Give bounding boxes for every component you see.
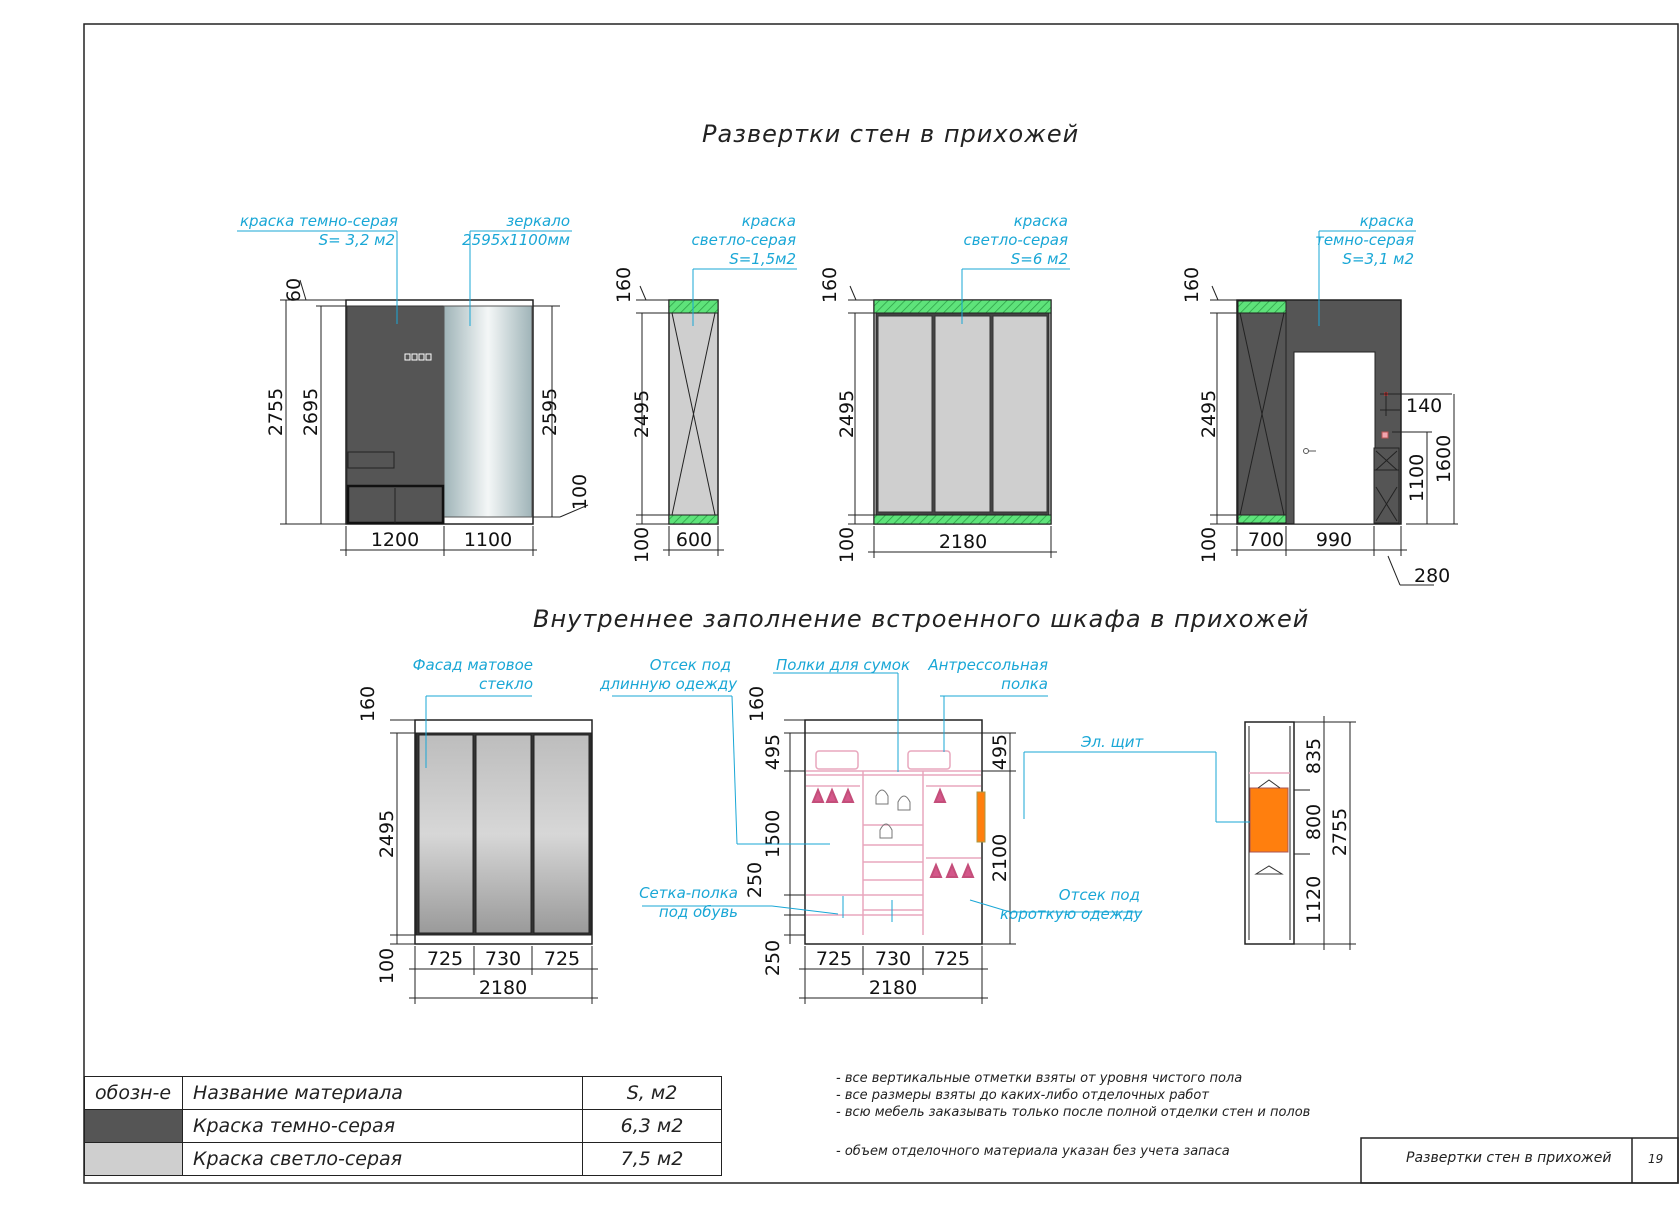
panel-front-box xyxy=(1250,788,1288,852)
dim-i-total: 2180 xyxy=(868,977,918,999)
dim-i-1500: 1500 xyxy=(762,809,784,859)
dim-i-495a: 495 xyxy=(762,733,784,771)
dim-w4-width-a: 700 xyxy=(1247,529,1285,551)
table-header-row xyxy=(85,1077,722,1110)
dim-w1-inner: 2695 xyxy=(300,387,322,437)
material-swatch xyxy=(85,1110,183,1143)
dim-i-2100: 2100 xyxy=(989,833,1011,883)
wardrobe-title: Внутреннее заполнение встроенного шкафа в прихожей xyxy=(533,605,1310,633)
electric-panel-box xyxy=(977,792,985,842)
dim-f-base: 100 xyxy=(376,947,398,985)
annotation-short-clothes: Отсек под короткую одежду xyxy=(1000,886,1143,923)
dim-i-w2: 730 xyxy=(874,948,912,970)
sheet-frame xyxy=(84,24,1678,1183)
dim-w4-side: 280 xyxy=(1414,565,1451,587)
dim-w4-top: 160 xyxy=(1181,266,1203,304)
dim-w3-height: 2495 xyxy=(836,389,858,439)
material-name: Краска светло-серая xyxy=(183,1143,583,1176)
note-1: - все вертикальные отметки взяты от уровня чистого пола xyxy=(836,1071,1243,1086)
dim-s-2755: 2755 xyxy=(1329,807,1351,857)
sheet-number: 19 xyxy=(1648,1152,1664,1166)
dim-w4-height: 2495 xyxy=(1198,389,1220,439)
dim-w2-height: 2495 xyxy=(631,389,653,439)
table-row xyxy=(85,1110,722,1143)
dim-w1-top: 60 xyxy=(283,277,305,303)
note-4: - объем отделочного материала указан без учета запаса xyxy=(836,1144,1230,1159)
dim-w4-base: 100 xyxy=(1198,526,1220,564)
dim-i-495b: 495 xyxy=(989,733,1011,771)
dim-w4-140: 140 xyxy=(1406,395,1443,417)
dim-w3-top: 160 xyxy=(819,266,841,304)
dim-s-835: 835 xyxy=(1303,737,1325,775)
dim-w4-width-b: 990 xyxy=(1315,529,1353,551)
note-2: - все размеры взяты до каких-либо отделочных работ xyxy=(836,1088,1209,1103)
materials-table xyxy=(84,1076,722,1176)
annotation-wall1-mirror: зеркало 2595х1100мм xyxy=(462,212,570,249)
annotation-bag-shelves: Полки для сумок xyxy=(776,656,911,674)
dim-w2-base: 100 xyxy=(631,526,653,564)
dim-w1-overall: 2755 xyxy=(265,387,287,437)
dim-f-total: 2180 xyxy=(478,977,528,999)
dim-w1-base: 100 xyxy=(569,473,591,511)
dim-w1-width-a: 1200 xyxy=(370,529,420,551)
header-area: S, м2 xyxy=(583,1077,722,1110)
walls-title: Развертки стен в прихожей xyxy=(702,120,1080,148)
header-code: обозн-е xyxy=(85,1077,183,1110)
annotation-wall4-paint: краска темно-серая S=3,1 м2 xyxy=(1315,212,1414,268)
note-3: - всю мебель заказывать только после полной отделки стен и полов xyxy=(836,1105,1311,1120)
dim-w1-mirror: 2595 xyxy=(539,387,561,437)
table-row xyxy=(85,1143,722,1176)
dim-w4-1600: 1600 xyxy=(1433,434,1455,484)
dim-i-250b: 250 xyxy=(762,939,784,977)
annotation-wall3-paint: краска светло-серая S=6 м2 xyxy=(963,212,1068,268)
dim-f-w2: 730 xyxy=(484,948,522,970)
dim-w4-1100: 1100 xyxy=(1406,453,1428,503)
outlet-pink-icon xyxy=(1382,432,1388,438)
dim-f-w1: 725 xyxy=(426,948,464,970)
dim-i-250a: 250 xyxy=(744,861,766,899)
dim-w1-width-b: 1100 xyxy=(463,529,513,551)
annotation-shoe-mesh: Сетка-полка под обувь xyxy=(639,884,738,921)
annotation-wall1-paint: краска темно-серая S= 3,2 м2 xyxy=(240,212,398,249)
dim-i-w1: 725 xyxy=(815,948,853,970)
annotation-el-panel: Эл. щит xyxy=(1081,733,1144,751)
header-name: Название материала xyxy=(183,1077,583,1110)
material-swatch xyxy=(85,1143,183,1176)
material-area: 6,3 м2 xyxy=(583,1110,722,1143)
dim-w3-width: 2180 xyxy=(938,531,988,553)
dim-w3-base: 100 xyxy=(836,526,858,564)
dim-f-w3: 725 xyxy=(543,948,581,970)
stamp-title: Развертки стен в прихожей xyxy=(1406,1150,1612,1166)
material-area: 7,5 м2 xyxy=(583,1143,722,1176)
dim-s-1120: 1120 xyxy=(1303,875,1325,925)
dim-w2-top: 160 xyxy=(613,266,635,304)
dim-f-top: 160 xyxy=(357,685,379,723)
annotation-facade: Фасад матовое стекло xyxy=(412,656,533,693)
annotation-wall2-paint: краска светло-серая S=1,5м2 xyxy=(691,212,796,268)
dim-s-800: 800 xyxy=(1303,803,1325,841)
dim-i-w3: 725 xyxy=(933,948,971,970)
dim-i-top: 160 xyxy=(746,685,768,723)
annotation-mezzanine: Антрессольная полка xyxy=(928,656,1048,693)
material-name: Краска темно-серая xyxy=(183,1110,583,1143)
dim-w2-width: 600 xyxy=(675,529,713,551)
dim-f-height: 2495 xyxy=(376,809,398,859)
annotation-long-clothes: Отсек под длинную одежду xyxy=(600,656,738,693)
wall-elevation-3 xyxy=(848,286,1057,558)
